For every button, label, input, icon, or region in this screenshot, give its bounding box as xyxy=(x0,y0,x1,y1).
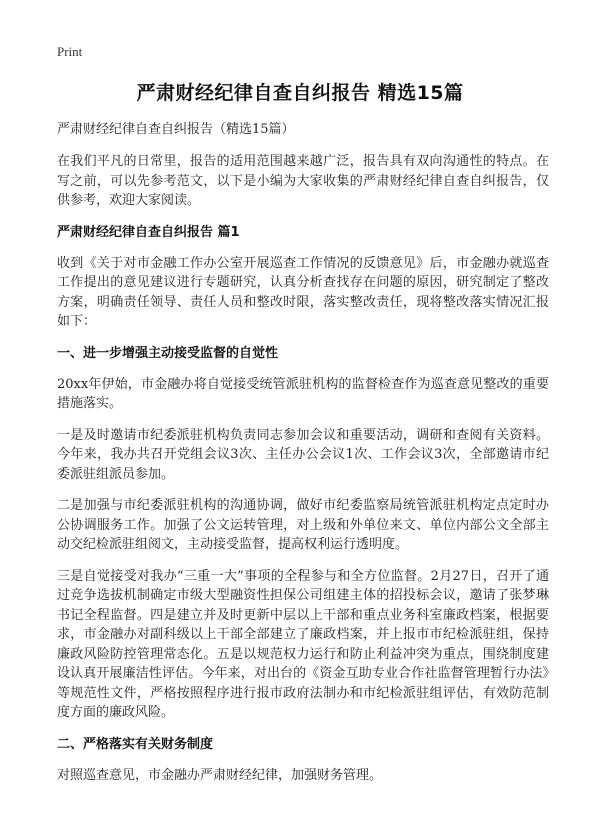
section1-paragraph-4: 三是自觉接受对我办“三重一大”事项的全程参与和全方位监督。2月27日，召开了通过竞争选拔机制确定市级大型融资性担保公司组建主体的招投标会议，邀请了张梦琳书记全程监督。四是建立并及时更新中层以上干部和重点业务科室廉政档案，根据要求，市金融办对副科级以上干部全部建立了廉政档案，并上报市市纪检派驻组，保持廉政风险防控管理常态化。五是以规范权力运行和防止利益冲突为重点，围绕制度建设认真开展廉洁性评估。今年来，对出台的《资金互助专业合作社监督管理暂行办法》等规范性文件，严格按照程序进行报市政府法制办和市纪检派驻组评估，有效防范制度方面的廉政风险。 xyxy=(57,568,549,720)
intro-paragraph: 在我们平凡的日常里，报告的适用范围越来越广泛，报告具有双向沟通性的特点。在写之前，可以先参考范文，以下是小编为大家收集的严肃财经纪律自查自纠报告，仅供参考，欢迎大家阅读。 xyxy=(57,154,549,208)
article-intro-paragraph: 收到《关于对市金融工作办公室开展巡查工作情况的反馈意见》后，市金融办就巡查工作提出的意见建议进行专题研究，认真分析查找存在问题的原因，研究制定了整改方案，明确责任领导、责任人员和整改时限，落实整改责任，现将整改落实情况汇报如下： xyxy=(57,255,549,329)
section1-paragraph-3: 二是加强与市纪委派驻机构的沟通协调，做好市纪委监察局统管派驻机构定点定时办公协调服务工作。加强了公文运转管理，对上级和外单位来文、单位内部公文全部主动交纪检派驻组阅文，主动接受监督，提高权利运行透明度。 xyxy=(57,498,549,552)
section1-paragraph-1: 20xx年伊始，市金融办将自觉接受统管派驻机构的监督检查作为巡查意见整改的重要措施落实。 xyxy=(57,376,549,411)
print-link[interactable]: Print xyxy=(57,44,83,59)
document-subtitle: 严肃财经纪律自查自纠报告（精选15篇） xyxy=(57,122,295,137)
article-heading: 严肃财经纪律自查自纠报告 篇1 xyxy=(57,224,240,240)
section1-paragraph-2: 一是及时邀请市纪委派驻机构负责同志参加会议和重要活动，调研和查阅有关资料。今年来，我办共召开党组会议3次、主任办公会议1次、工作会议3次，全部邀请市纪委派驻组派员参加。 xyxy=(57,427,549,482)
section2-heading: 二、严格落实有关财务制度 xyxy=(57,736,214,752)
section2-paragraph-1: 对照巡查意见，市金融办严肃财经纪律，加强财务管理。 xyxy=(57,767,383,783)
section1-heading: 一、进一步增强主动接受监督的自觉性 xyxy=(57,345,279,361)
document-body xyxy=(57,120,549,797)
page-title: 严肃财经纪律自查自纠报告 精选15篇 xyxy=(136,82,464,104)
